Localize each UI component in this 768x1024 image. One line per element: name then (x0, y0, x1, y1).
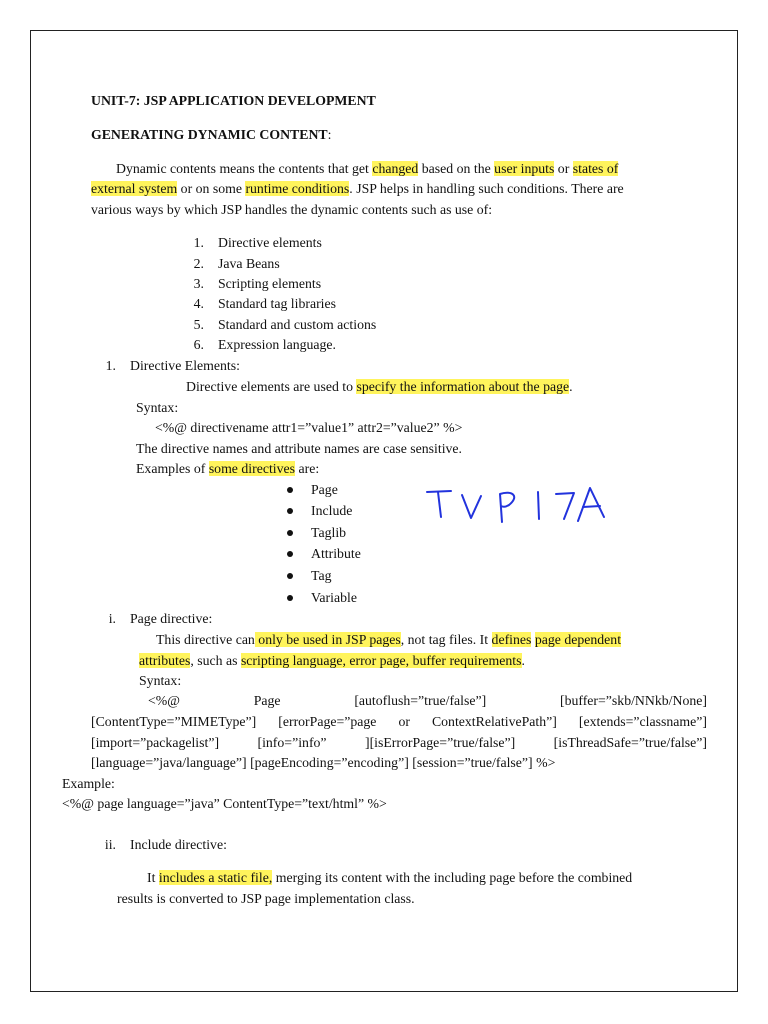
intro-line-3: various ways by which JSP handles the dynamic contents such as use of: (91, 202, 493, 217)
bullet-dot (287, 573, 293, 579)
bullet-item: Page (311, 482, 338, 497)
highlight-some-directives: some directives (208, 461, 296, 476)
para-text: It (147, 870, 159, 885)
directive-description (186, 378, 573, 396)
list-number: 5. (193, 317, 204, 332)
directive-syntax: <%@ directivename attr1=”value1” attr2=”value2” %> (155, 420, 463, 435)
directive-syntax-label: Syntax: (136, 400, 179, 415)
syntax-token: [import=”packagelist”] (91, 735, 220, 750)
directive-heading-text: Directive Elements: (130, 358, 240, 373)
bullet-dot (287, 530, 293, 536)
intro-text: Dynamic contents means the contents that get (116, 161, 373, 176)
para-text: . (521, 653, 525, 668)
syntax-token: ContextRelativePath”] (431, 714, 557, 729)
example-code: <%@ page language=”java” ContentType=”text/html” %> (62, 796, 387, 811)
section-number: 1. (105, 358, 116, 373)
highlight-page-dependent: page dependent (534, 632, 622, 647)
section-heading-colon: : (327, 127, 332, 142)
list-number: 2. (193, 256, 204, 271)
list-text: Standard and custom actions (218, 317, 377, 332)
page-directive-line-2 (139, 652, 525, 670)
section-number: i. (108, 611, 116, 626)
directive-desc-text: . (569, 379, 573, 394)
bullet-item: Include (311, 503, 353, 518)
include-line-1 (147, 869, 632, 887)
syntax-token: [buffer=”skb/NNkb/None] (559, 693, 707, 708)
bullet-dot (287, 508, 293, 514)
bullet-item: Tag (311, 568, 332, 583)
syntax-token: [info=”info” (257, 735, 327, 750)
include-line-2: results is converted to JSP page implementation class. (117, 891, 415, 906)
intro-text: based on the (418, 161, 495, 176)
page-directive-line-1 (156, 631, 621, 649)
highlight-defines: defines (491, 632, 532, 647)
highlight-runtime-conditions: runtime conditions (245, 181, 350, 196)
page-directive-heading (94, 610, 212, 628)
examples-text: Examples of (136, 461, 209, 476)
page-syntax-line-3 (91, 734, 707, 752)
examples-line (136, 460, 319, 478)
document-title: UNIT-7: JSP APPLICATION DEVELOPMENT (91, 93, 376, 108)
bullet-item: Attribute (311, 546, 361, 561)
syntax-token: [errorPage=”page (278, 714, 377, 729)
list-item (182, 234, 322, 252)
section-number: ii. (104, 837, 116, 852)
section-heading-text: GENERATING DYNAMIC CONTENT (91, 127, 328, 142)
bullet-dot (287, 595, 293, 601)
bullet-item: Variable (311, 590, 357, 605)
highlight-includes-static-file: includes a static file, (158, 870, 273, 885)
list-number: 3. (193, 276, 204, 291)
page-syntax-line-4: [language=”java/language”] [pageEncoding=”encoding”] [session=”true/false”] %> (91, 755, 556, 770)
list-text: Java Beans (218, 256, 280, 271)
directive-desc-text: Directive elements are used to (186, 379, 357, 394)
directive-heading (94, 357, 240, 375)
page-syntax-line-1 (148, 692, 707, 710)
syntax-token: [ContentType=”MIMEType”] (91, 714, 257, 729)
example-label: Example: (62, 776, 115, 791)
highlight-external-system: external system (91, 181, 178, 196)
highlight-states-of: states of (572, 161, 619, 176)
handwritten-annotation (424, 484, 608, 528)
highlight-specify-info: specify the information about the page (356, 379, 570, 394)
para-text: , not tag files. It (400, 632, 492, 647)
syntax-token: [isThreadSafe=”true/false”] (553, 735, 707, 750)
list-number: 6. (193, 337, 204, 352)
list-item (182, 316, 376, 334)
list-item (182, 255, 280, 273)
para-text: , such as (190, 653, 241, 668)
list-text: Expression language. (218, 337, 337, 352)
page-directive-syntax-label: Syntax: (139, 673, 182, 688)
intro-line-2 (91, 180, 624, 198)
syntax-token: [autoflush=”true/false”] (354, 693, 487, 708)
bullet-dot (287, 487, 293, 493)
list-item (182, 295, 336, 313)
syntax-token: [extends=”classname”] (578, 714, 707, 729)
highlight-user-inputs: user inputs (494, 161, 555, 176)
highlight-only-jsp-pages: only be used in JSP pages (254, 632, 401, 647)
page-syntax-line-2 (91, 713, 707, 731)
list-text: Standard tag libraries (218, 296, 337, 311)
bullet-item: Taglib (311, 525, 347, 540)
section-heading (91, 126, 331, 144)
include-directive-heading (94, 836, 227, 854)
para-text: merging its content with the including page before the combined (272, 870, 633, 885)
case-sensitive-note: The directive names and attribute names are case sensitive. (136, 441, 463, 456)
syntax-token: <%@ (148, 693, 180, 708)
list-item (182, 275, 321, 293)
include-directive-heading-text: Include directive: (130, 837, 227, 852)
intro-text: or on some (177, 181, 246, 196)
list-text: Directive elements (218, 235, 322, 250)
syntax-token: or (398, 714, 410, 729)
highlight-changed: changed (372, 161, 419, 176)
syntax-token: Page (253, 693, 281, 708)
examples-text: are: (295, 461, 320, 476)
list-text: Scripting elements (218, 276, 322, 291)
page-directive-heading-text: Page directive: (130, 611, 213, 626)
list-number: 4. (193, 296, 204, 311)
list-item (182, 336, 336, 354)
intro-text: . JSP helps in handling such conditions. There are (349, 181, 624, 196)
para-text: This directive can (156, 632, 255, 647)
highlight-scripting-language: scripting language, error page, buffer requirements (240, 653, 522, 668)
highlight-attributes: attributes (139, 653, 191, 668)
syntax-token: ][isErrorPage=”true/false”] (364, 735, 516, 750)
intro-line-1 (116, 160, 618, 178)
list-number: 1. (193, 235, 204, 250)
bullet-dot (287, 551, 293, 557)
intro-text: or (554, 161, 573, 176)
